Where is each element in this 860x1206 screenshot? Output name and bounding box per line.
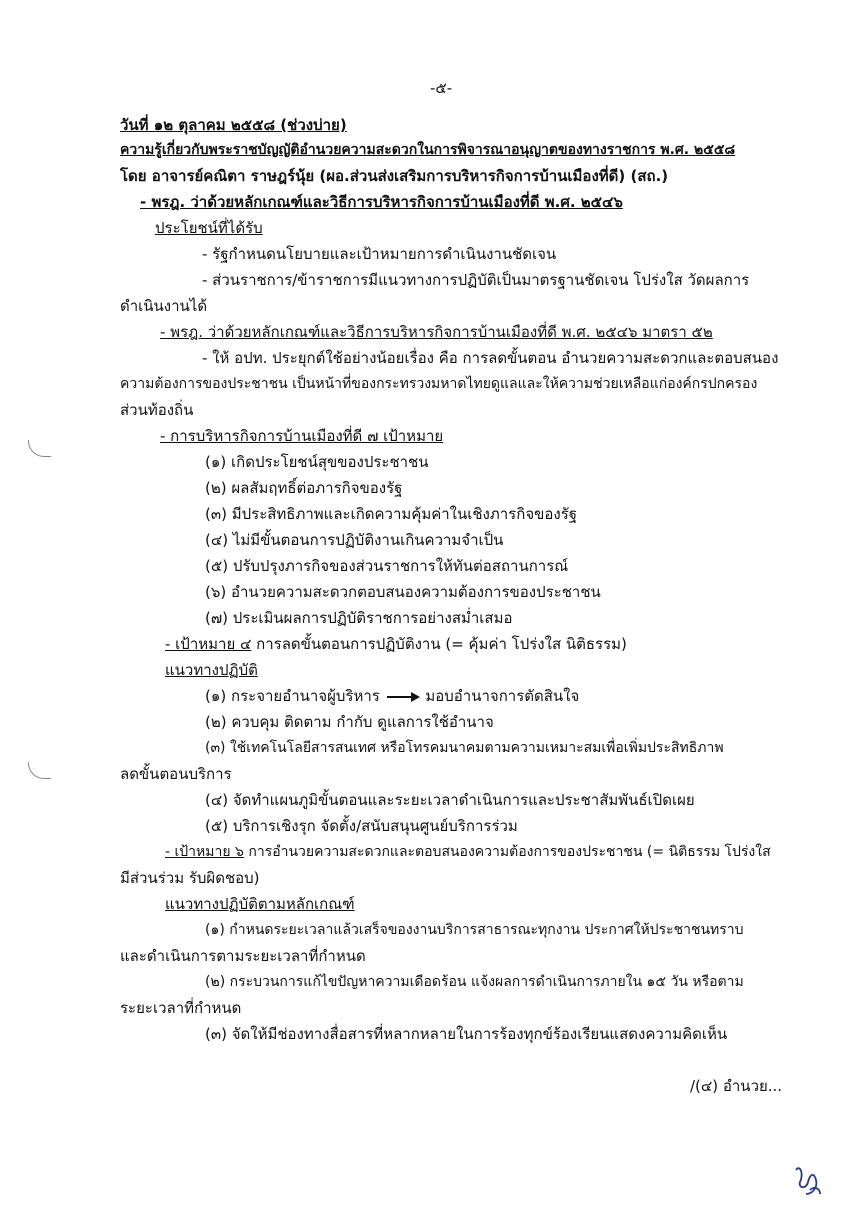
goal6-label: - เป้าหมาย ๖	[165, 844, 244, 860]
goals7-title: - การบริหารกิจการบ้านเมืองที่ดี ๗ เป้าหมาย	[160, 427, 444, 445]
goal6-continuation: มีส่วนร่วม รับผิดชอบ)	[120, 869, 260, 887]
speaker-line: โดย อาจารย์คณิตา ราษฎร์นุ้ย (ผอ.ส่วนส่งเสริมการบริหารกิจการบ้านเมืองที่ดี) (สถ.)	[120, 167, 669, 185]
page-number: -๕-	[430, 79, 453, 97]
goal4-item-continuation: ลดขั้นตอนบริการ	[120, 765, 232, 783]
goal4-description: การลดขั้นตอนการปฏิบัติงาน (= คุ้มค่า โปร่งใส นิติธรรม)	[251, 635, 627, 653]
topic-heading: ความรู้เกี่ยวกับพระราชบัญญัติอำนวยความสะดวกในการพิจารณาอนุญาตของทางราชการ พ.ศ. ๒๕๕๘	[120, 142, 736, 158]
goal4-guide-label: แนวทางปฏิบัติ	[165, 661, 258, 679]
goal6-description: การอำนวยความสะดวกและตอบสนองความต้องการของประชาชน (= นิติธรรม โปร่งใส	[243, 844, 771, 860]
benefit-item: - รัฐกำหนดนโยบายและเป้าหมายการดำเนินงานชัดเจน	[202, 245, 557, 263]
goal-item: (๕) ปรับปรุงภารกิจของส่วนราชการให้ทันต่อสถานการณ์	[205, 557, 569, 575]
section52-line: - ให้ อปท. ประยุกต์ใช้อย่างน้อยเรื่อง คือ การลดขั้นตอน อำนวยความสะดวกและตอบสนอง	[202, 349, 779, 367]
benefit-continuation: ดำเนินงานได้	[120, 297, 208, 315]
initials-signature	[790, 1160, 826, 1200]
goal6-item: (๓) จัดให้มีช่องทางสื่อสารที่หลากหลายในการร้องทุกข์ร้องเรียนแสดงความคิดเห็น	[205, 1025, 728, 1043]
goal4-item: (๒) ควบคุม ติดตาม กำกับ ดูแลการใช้อำนาจ	[205, 713, 494, 731]
benefits-label: ประโยชน์ที่ได้รับ	[155, 219, 263, 237]
section52-line: ความต้องการของประชาชน เป็นหน้าที่ของกระทรวงมหาดไทยดูแลและให้ความช่วยเหลือแก่องค์กรปกครอง	[120, 376, 758, 392]
section52-line: ส่วนท้องถิ่น	[120, 401, 194, 419]
punch-hole-mark	[28, 762, 51, 779]
goal-item: (๔) ไม่มีขั้นตอนการปฏิบัติงานเกินความจำเป็น	[205, 531, 504, 549]
goal-item: (๓) มีประสิทธิภาพและเกิดความคุ้มค่าในเชิงภารกิจของรัฐ	[205, 505, 578, 523]
goal4-item1-b: มอบอำนาจการตัดสินใจ	[420, 687, 580, 705]
goal6-heading	[165, 842, 771, 862]
date-heading: วันที่ ๑๒ ตุลาคม ๒๕๕๘ (ช่วงบ่าย)	[120, 116, 347, 134]
goal4-item: (๕) บริการเชิงรุก จัดตั้ง/สนับสนุนศูนย์บริการร่วม	[205, 817, 518, 835]
section52-title: - พรฎ. ว่าด้วยหลักเกณฑ์และวิธีการบริหารกิจการบ้านเมืองที่ดี พ.ศ. ๒๕๔๖ มาตรา ๕๒	[160, 323, 713, 341]
goal-item: (๗) ประเมินผลการปฏิบัติราชการอย่างสม่ำเสมอ	[205, 609, 513, 627]
goal6-item: (๒) กระบวนการแก้ไขปัญหาความเดือดร้อน แจ้งผลการดำเนินการภายใน ๑๕ วัน หรือตาม	[205, 974, 744, 990]
goal4-heading	[165, 634, 627, 654]
goal4-item	[205, 686, 579, 706]
decree-title: - พรฎ. ว่าด้วยหลักเกณฑ์และวิธีการบริหารกิจการบ้านเมืองที่ดี พ.ศ. ๒๕๔๖	[140, 193, 623, 211]
goal-item: (๑) เกิดประโยชน์สุขของประชาชน	[205, 453, 429, 471]
punch-hole-mark	[28, 440, 51, 457]
goal4-item: (๓) ใช้เทคโนโลยีสารสนเทศ หรือโทรคมนาคมตามความเหมาะสมเพื่อเพิ่มประสิทธิภาพ	[205, 740, 724, 756]
goal4-label: - เป้าหมาย ๔	[165, 635, 252, 653]
goal6-item-continuation: ระยะเวลาที่กำหนด	[120, 999, 242, 1017]
goal4-item1-a: (๑) กระจายอำนาจผู้บริหาร	[205, 687, 380, 705]
goal-item: (๖) อำนวยความสะดวกตอบสนองความต้องการของประชาชน	[205, 583, 601, 601]
continuation-marker: /(๔) อำนวย...	[690, 1077, 783, 1095]
goal6-item-continuation: และดำเนินการตามระยะเวลาที่กำหนด	[120, 947, 366, 965]
goal4-item: (๔) จัดทำแผนภูมิขั้นตอนและระยะเวลาดำเนินการและประชาสัมพันธ์เปิดเผย	[205, 791, 695, 809]
goal6-item: (๑) กำหนดระยะเวลาแล้วเสร็จของงานบริการสาธารณะทุกงาน ประกาศให้ประชาชนทราบ	[205, 922, 744, 938]
goal6-guide-label: แนวทางปฏิบัติตามหลักเกณฑ์	[165, 895, 355, 913]
goal-item: (๒) ผลสัมฤทธิ์ต่อภารกิจของรัฐ	[205, 479, 403, 497]
right-arrow-icon	[385, 691, 421, 703]
benefit-item: - ส่วนราชการ/ข้าราชการมีแนวทางการปฏิบัติเป็นมาตรฐานชัดเจน โปร่งใส วัดผลการ	[202, 271, 750, 289]
